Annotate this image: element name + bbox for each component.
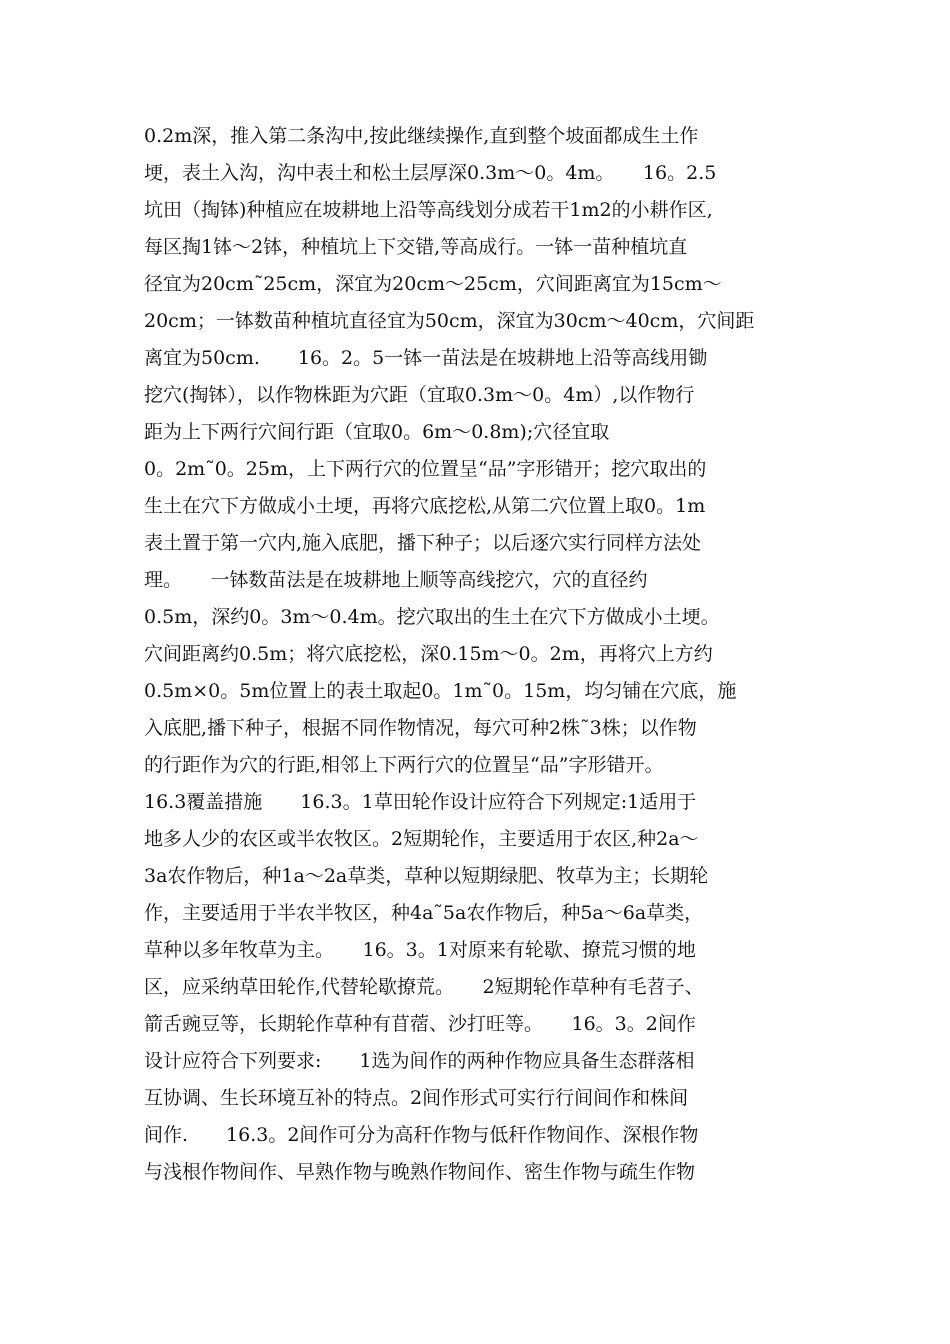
text-line-28: 间作. 16.3。2间作可分为高秆作物与低秆作物间作、深根作物 bbox=[144, 1124, 699, 1146]
text-line-7: 离宜为50cm. 16。2。5一钵一苗法是在坡耕地上沿等高线用锄 bbox=[144, 347, 708, 369]
text-line-25: 箭舌豌豆等，长期轮作草种有苜蓿、沙打旺等。 16。3。2间作 bbox=[144, 1013, 696, 1035]
text-line-18: 的行距作为穴的行距,相邻上下两行穴的位置呈“品”字形错开。 bbox=[144, 754, 664, 776]
text-line-24: 区，应采纳草田轮作,代替轮歇撩荒。 2短期轮作草种有毛苕子、 bbox=[144, 976, 704, 998]
text-line-2: 埂，表土入沟，沟中表土和松土层厚深0.3m～0。4m。 16。2.5 bbox=[144, 162, 717, 184]
text-line-20: 地多人少的农区或半农牧区。2短期轮作，主要适用于农区,种2a～ bbox=[144, 828, 699, 850]
text-line-13: 理。 一钵数苗法是在坡耕地上顺等高线挖穴，穴的直径约 bbox=[144, 569, 648, 591]
text-line-26: 设计应符合下列要求: 1选为间作的两种作物应具备生态群落相 bbox=[144, 1050, 695, 1072]
text-line-12: 表土置于第一穴内,施入底肥，播下种子；以后逐穴实行同样方法处 bbox=[144, 532, 702, 554]
text-line-10: 0。2m˜0。25m，上下两行穴的位置呈“品”字形错开；挖穴取出的 bbox=[144, 458, 707, 480]
body-text bbox=[144, 118, 824, 1191]
text-line-21: 3a农作物后，种1a～2a草类，草种以短期绿肥、牧草为主；长期轮 bbox=[144, 865, 709, 887]
text-line-16: 0.5m×0。5m位置上的表土取起0。1m˜0。15m，均匀铺在穴底，施 bbox=[144, 680, 737, 702]
text-line-11: 生土在穴下方做成小土埂，再将穴底挖松,从第二穴位置上取0。1m bbox=[144, 495, 706, 517]
text-line-22: 作，主要适用于半农半牧区，种4a˜5a农作物后，种5a～6a草类， bbox=[144, 902, 704, 924]
text-line-17: 入底肥,播下种子，根据不同作物情况，每穴可种2株˜3株；以作物 bbox=[144, 717, 697, 739]
text-line-5: 径宜为20cm˜25cm，深宜为20cm～25cm，穴间距离宜为15cm～ bbox=[144, 273, 722, 295]
text-line-3: 坑田（掏钵)种植应在坡耕地上沿等高线划分成若干1m2的小耕作区, bbox=[144, 199, 713, 221]
text-line-15: 穴间距离约0.5m；将穴底挖松，深0.15m～0。2m，再将穴上方约 bbox=[144, 643, 713, 665]
text-line-23: 草种以多年牧草为主。 16。3。1对原来有轮歇、撩荒习惯的地 bbox=[144, 939, 696, 961]
text-line-9: 距为上下两行穴间行距（宜取0。6m～0.8m);穴径宜取 bbox=[144, 421, 610, 443]
text-line-6: 20cm；一钵数苗种植坑直径宜为50cm，深宜为30cm～40cm，穴间距 bbox=[144, 310, 755, 332]
text-line-29: 与浅根作物间作、早熟作物与晚熟作物间作、密生作物与疏生作物 bbox=[144, 1161, 696, 1183]
text-line-27: 互协调、生长环境互补的特点。2间作形式可实行行间间作和株间 bbox=[144, 1087, 689, 1109]
text-line-14: 0.5m，深约0。3m～0.4m。挖穴取出的生土在穴下方做成小土埂。 bbox=[144, 606, 720, 628]
text-line-1: 0.2m深，推入第二条沟中,按此继续操作,直到整个坡面都成生土作 bbox=[144, 125, 699, 147]
text-line-4: 每区掏1钵～2钵，种植坑上下交错,等高成行。一钵一苗种植坑直 bbox=[144, 236, 688, 258]
text-line-8: 挖穴(掏钵），以作物株距为穴距（宜取0.3m～0。4m）,以作物行 bbox=[144, 384, 695, 406]
text-line-19: 16.3覆盖措施 16.3。1草田轮作设计应符合下列规定:1适用于 bbox=[144, 791, 697, 813]
